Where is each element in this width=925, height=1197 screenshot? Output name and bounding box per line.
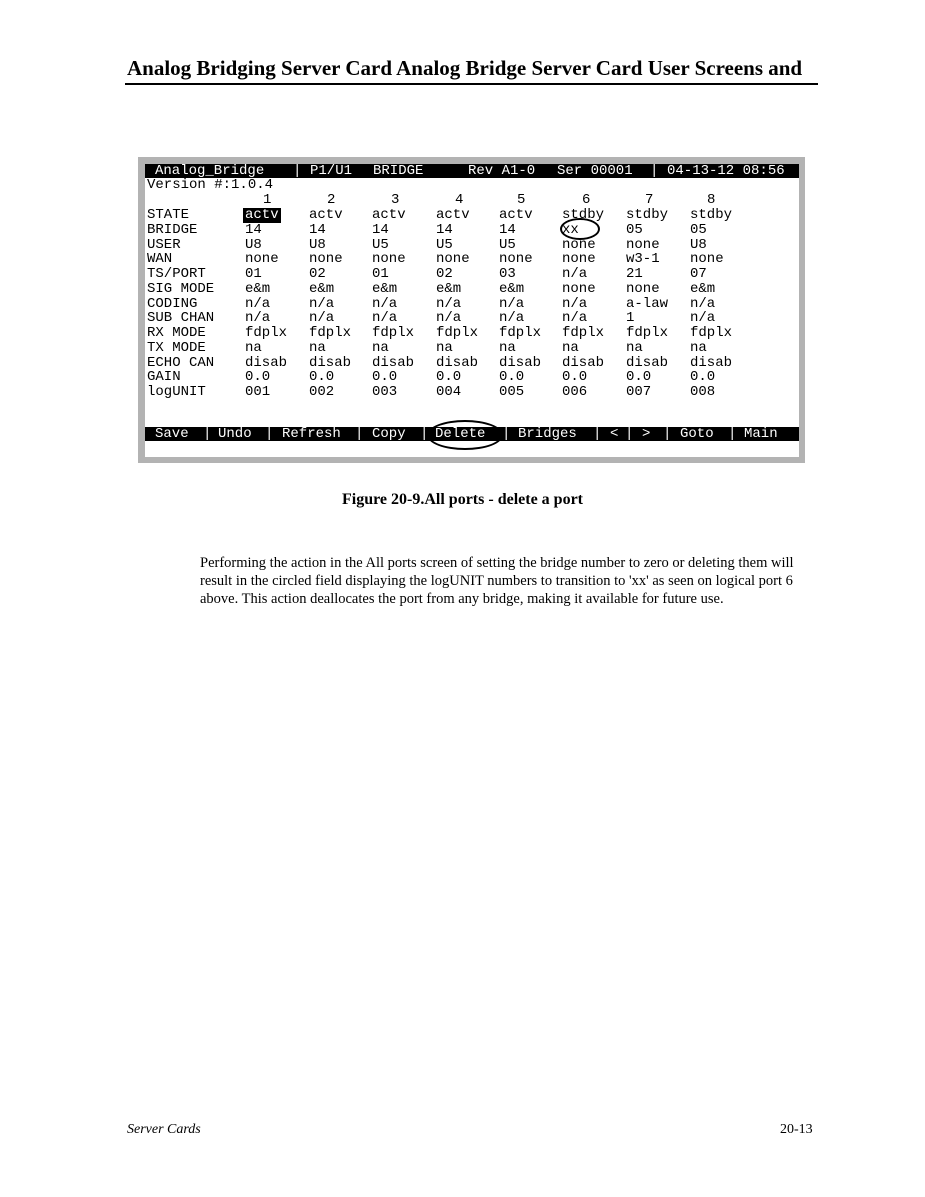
- field-value[interactable]: e&m: [690, 280, 716, 297]
- footer-page-number: 20-13: [780, 1122, 813, 1137]
- field-label: ECHO CAN: [147, 354, 215, 371]
- field-value[interactable]: none: [245, 251, 279, 268]
- field-value[interactable]: 0.0: [562, 369, 588, 386]
- field-value[interactable]: 02: [309, 266, 326, 282]
- field-row: [145, 297, 799, 312]
- field-value[interactable]: U8: [245, 236, 262, 253]
- field-value[interactable]: 001: [245, 384, 271, 400]
- footer-section: Server Cards: [127, 1122, 201, 1137]
- field-value[interactable]: n/a: [499, 310, 525, 327]
- field-row: [145, 356, 799, 371]
- field-value[interactable]: 14: [372, 221, 389, 238]
- field-value[interactable]: fdplx: [372, 325, 415, 341]
- field-value[interactable]: na: [372, 339, 389, 356]
- page-header-title: Analog Bridging Server Card Analog Bridge Server Card User Screens and: [127, 56, 803, 80]
- field-row: [145, 238, 799, 253]
- menu-delete[interactable]: Delete: [435, 427, 486, 441]
- field-value[interactable]: U8: [309, 236, 326, 253]
- field-label: TX MODE: [147, 339, 206, 356]
- column-header-row: [145, 193, 799, 208]
- field-value[interactable]: 004: [436, 384, 462, 400]
- field-value[interactable]: none: [562, 280, 596, 297]
- field-value[interactable]: none: [562, 236, 596, 253]
- field-value[interactable]: na: [690, 339, 707, 356]
- field-row: [145, 311, 799, 326]
- field-value[interactable]: 0.0: [245, 369, 271, 386]
- field-value[interactable]: U5: [499, 236, 516, 253]
- column-number: 8: [707, 192, 716, 208]
- field-value[interactable]: none: [499, 251, 533, 268]
- field-value[interactable]: none: [626, 280, 660, 297]
- field-value[interactable]: e&m: [309, 280, 335, 297]
- field-value[interactable]: e&m: [245, 280, 271, 297]
- field-value[interactable]: 0.0: [690, 369, 716, 386]
- field-value[interactable]: fdplx: [245, 325, 288, 341]
- menu-goto[interactable]: Goto: [680, 427, 714, 441]
- field-label: TS/PORT: [147, 266, 206, 282]
- field-label: RX MODE: [147, 325, 206, 341]
- title-datetime: 04-13-12 08:56: [667, 164, 785, 178]
- field-value[interactable]: n/a: [309, 310, 335, 327]
- field-value[interactable]: actv: [372, 207, 406, 223]
- field-value[interactable]: 002: [309, 384, 335, 400]
- field-label: GAIN: [147, 369, 181, 386]
- field-value[interactable]: n/a: [562, 295, 588, 312]
- terminal-menu-bar: Save | Undo | Refresh | Copy | Delete | Bridges | < | > | Goto | Main: [145, 427, 799, 441]
- field-value[interactable]: n/a: [690, 310, 716, 327]
- field-value[interactable]: fdplx: [562, 325, 605, 341]
- field-value[interactable]: actv: [245, 207, 279, 223]
- field-value[interactable]: fdplx: [626, 325, 669, 341]
- field-value[interactable]: fdplx: [436, 325, 479, 341]
- field-label: SUB CHAN: [147, 310, 215, 327]
- field-label: logUNIT: [147, 384, 206, 400]
- field-value[interactable]: 14: [499, 221, 516, 238]
- field-value[interactable]: fdplx: [690, 325, 733, 341]
- menu-next[interactable]: >: [642, 427, 651, 441]
- field-value[interactable]: 07: [690, 266, 707, 282]
- version-label: Version #:1.0.4: [147, 177, 274, 193]
- field-value[interactable]: stdby: [626, 207, 669, 223]
- field-value[interactable]: 05: [690, 221, 707, 238]
- menu-undo[interactable]: Undo: [218, 427, 252, 441]
- field-value[interactable]: none: [626, 236, 660, 253]
- field-label: WAN: [147, 251, 173, 268]
- title-rev: Rev A1-0: [468, 164, 536, 178]
- field-value[interactable]: actv: [436, 207, 470, 223]
- field-value[interactable]: e&m: [436, 280, 462, 297]
- field-value[interactable]: 0.0: [372, 369, 398, 386]
- field-value[interactable]: n/a: [562, 266, 588, 282]
- field-value[interactable]: 0.0: [499, 369, 525, 386]
- field-value[interactable]: fdplx: [309, 325, 352, 341]
- field-value[interactable]: none: [436, 251, 470, 268]
- title-slot: P1/U1: [310, 164, 353, 178]
- field-value[interactable]: a-law: [626, 295, 669, 312]
- terminal-title-bar: Analog_Bridge | P1/U1 BRIDGE Rev A1-0 Ser 00001 | 04-13-12 08:56: [145, 164, 799, 178]
- field-value[interactable]: n/a: [562, 310, 588, 327]
- column-number: 3: [391, 192, 400, 208]
- menu-prev[interactable]: <: [610, 427, 619, 441]
- field-value[interactable]: e&m: [499, 280, 525, 297]
- column-number: 6: [582, 192, 591, 208]
- field-value[interactable]: 006: [562, 384, 588, 400]
- field-value[interactable]: U8: [690, 236, 707, 253]
- field-value[interactable]: 01: [245, 266, 262, 282]
- field-value[interactable]: 14: [245, 221, 262, 238]
- field-label: SIG MODE: [147, 280, 215, 297]
- field-value[interactable]: 05: [626, 221, 643, 238]
- field-value[interactable]: none: [309, 251, 343, 268]
- field-row: [145, 223, 799, 238]
- field-value[interactable]: xx: [562, 221, 579, 238]
- field-value[interactable]: n/a: [245, 310, 271, 327]
- field-value[interactable]: disab: [690, 354, 733, 371]
- field-row: [145, 252, 799, 267]
- menu-copy[interactable]: Copy: [372, 427, 406, 441]
- field-value[interactable]: n/a: [309, 295, 335, 312]
- terminal-screen: [145, 164, 799, 457]
- figure-caption: Figure 20-9.All ports - delete a port: [342, 491, 583, 508]
- field-value[interactable]: disab: [309, 354, 352, 371]
- field-value[interactable]: disab: [372, 354, 415, 371]
- field-value[interactable]: na: [436, 339, 453, 356]
- field-value[interactable]: 1: [626, 310, 635, 327]
- field-value[interactable]: 008: [690, 384, 716, 400]
- field-value[interactable]: n/a: [372, 295, 398, 312]
- field-value[interactable]: n/a: [436, 310, 462, 327]
- field-label: STATE: [147, 207, 190, 223]
- field-value[interactable]: stdby: [690, 207, 733, 223]
- field-row: [145, 282, 799, 297]
- field-value[interactable]: na: [562, 339, 579, 356]
- menu-main[interactable]: Main: [744, 427, 778, 441]
- field-value[interactable]: 0.0: [309, 369, 335, 386]
- field-value[interactable]: 0.0: [436, 369, 462, 386]
- header-rule: [125, 83, 818, 85]
- field-label: BRIDGE: [147, 221, 198, 238]
- field-value[interactable]: e&m: [372, 280, 398, 297]
- column-number: 4: [455, 192, 464, 208]
- field-value[interactable]: actv: [309, 207, 343, 223]
- field-value[interactable]: disab: [562, 354, 605, 371]
- field-value[interactable]: n/a: [690, 295, 716, 312]
- field-label: USER: [147, 236, 181, 253]
- field-value[interactable]: actv: [499, 207, 533, 223]
- field-value[interactable]: na: [626, 339, 643, 356]
- field-value[interactable]: n/a: [499, 295, 525, 312]
- menu-refresh[interactable]: Refresh: [282, 427, 341, 441]
- field-value[interactable]: 14: [309, 221, 326, 238]
- menu-save[interactable]: Save: [155, 427, 189, 441]
- field-value[interactable]: n/a: [436, 295, 462, 312]
- field-value[interactable]: n/a: [372, 310, 398, 327]
- field-value[interactable]: na: [499, 339, 516, 356]
- field-value[interactable]: 02: [436, 266, 453, 282]
- body-paragraph: Performing the action in the All ports screen of setting the bridge number to zero or deleting them will result in the circled field displaying the logUNIT numbers to transition to 'xx' as seen on logical port 6 above. This action deallocates the port from any bridge, making it available for future use.: [200, 554, 794, 607]
- field-row: [145, 267, 799, 282]
- field-row: [145, 208, 799, 223]
- field-value[interactable]: n/a: [245, 295, 271, 312]
- field-value[interactable]: U5: [372, 236, 389, 253]
- column-number: 7: [645, 192, 654, 208]
- field-row: [145, 341, 799, 356]
- column-number: 1: [263, 192, 272, 208]
- title-app: Analog_Bridge: [155, 164, 265, 178]
- column-number: 5: [517, 192, 526, 208]
- title-ser: Ser 00001: [557, 164, 633, 178]
- title-card: BRIDGE: [373, 164, 424, 178]
- field-value[interactable]: disab: [245, 354, 288, 371]
- field-value[interactable]: fdplx: [499, 325, 542, 341]
- field-value[interactable]: disab: [626, 354, 669, 371]
- field-value[interactable]: 005: [499, 384, 525, 400]
- field-value[interactable]: stdby: [562, 207, 605, 223]
- column-number: 2: [327, 192, 336, 208]
- field-value[interactable]: none: [562, 251, 596, 268]
- field-value[interactable]: 0.0: [626, 369, 652, 386]
- field-label: CODING: [147, 295, 198, 312]
- field-value[interactable]: 007: [626, 384, 652, 400]
- field-value[interactable]: w3-1: [626, 251, 660, 268]
- field-row: [145, 326, 799, 341]
- field-value[interactable]: 03: [499, 266, 516, 282]
- field-value[interactable]: 21: [626, 266, 643, 282]
- circled-delete-option: [427, 420, 503, 450]
- field-value[interactable]: 14: [436, 221, 453, 238]
- field-value[interactable]: na: [309, 339, 326, 356]
- field-value[interactable]: 003: [372, 384, 398, 400]
- field-row: [145, 385, 799, 400]
- circled-bridge-field: [560, 218, 600, 240]
- field-value[interactable]: disab: [499, 354, 542, 371]
- field-row: [145, 370, 799, 385]
- field-value[interactable]: disab: [436, 354, 479, 371]
- field-value[interactable]: none: [372, 251, 406, 268]
- field-value[interactable]: 01: [372, 266, 389, 282]
- field-value[interactable]: na: [245, 339, 262, 356]
- field-value[interactable]: U5: [436, 236, 453, 253]
- menu-bridges[interactable]: Bridges: [518, 427, 577, 441]
- field-value[interactable]: none: [690, 251, 724, 268]
